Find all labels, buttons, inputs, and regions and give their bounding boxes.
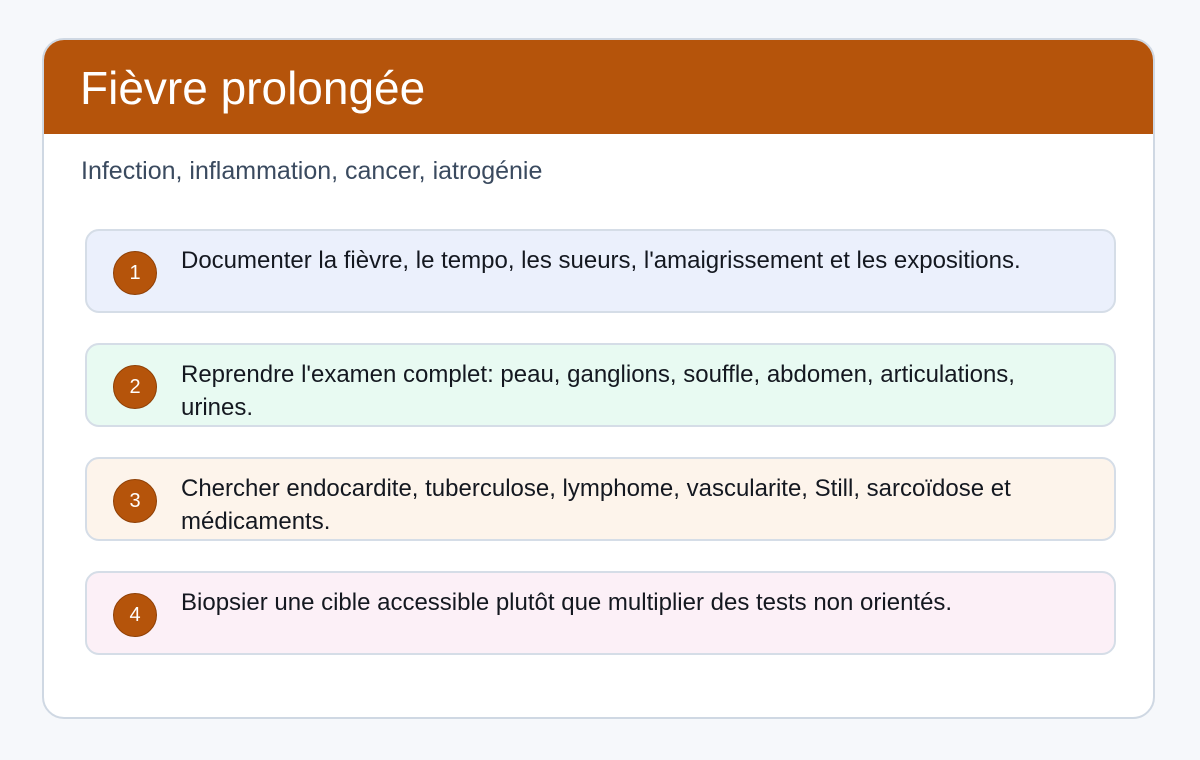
subtitle: Infection, inflammation, cancer, iatrogénie: [81, 157, 543, 185]
diagram-card: [42, 38, 1155, 719]
step-number-badge: 1: [113, 251, 157, 295]
step-number-badge: 2: [113, 365, 157, 409]
step-text: Chercher endocardite, tuberculose, lymphome, vascularite, Still, sarcoïdose et médicaments.: [181, 475, 1011, 535]
step-number-badge: 4: [113, 593, 157, 637]
step-3: [85, 457, 1116, 541]
step-number-badge: 3: [113, 479, 157, 523]
page-title: Fièvre prolongée: [80, 62, 426, 114]
step-text: Reprendre l'examen complet: peau, ganglions, souffle, abdomen, articulations, urines.: [181, 361, 1015, 421]
step-2: [85, 343, 1116, 427]
step-4: [85, 571, 1116, 655]
step-text: Biopsier une cible accessible plutôt que multiplier des tests non orientés.: [181, 589, 953, 616]
step-1: [85, 229, 1116, 313]
card-header: [44, 40, 1153, 134]
step-text: Documenter la fièvre, le tempo, les sueurs, l'amaigrissement et les expositions.: [181, 247, 1021, 274]
